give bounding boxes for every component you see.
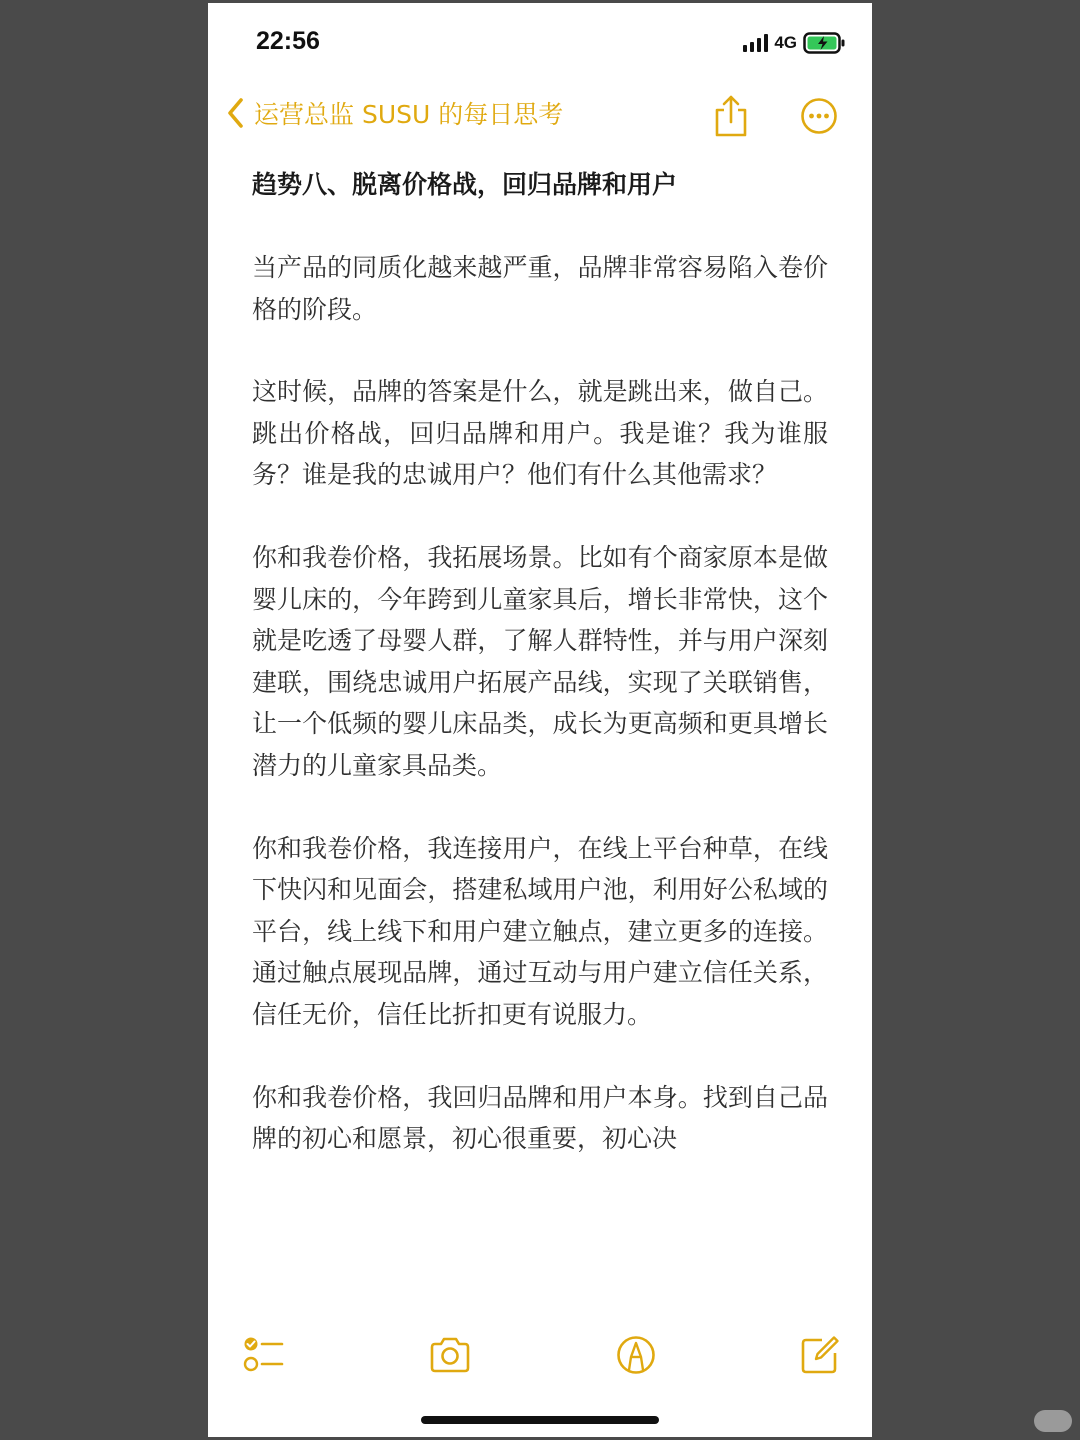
nav-bar	[208, 83, 872, 153]
note-body[interactable]	[252, 163, 828, 1303]
note-paragraph: 你和我卷价格，我回归品牌和用户本身。找到自己品牌的初心和愿景，初心很重要，初心决	[252, 1082, 828, 1154]
status-time: 22:56	[256, 27, 320, 55]
battery-charging-icon	[803, 32, 845, 54]
camera-icon[interactable]	[428, 1333, 472, 1377]
back-label: 运营总监 SUSU 的每日思考	[254, 100, 564, 129]
chevron-left-icon	[226, 97, 246, 129]
home-indicator[interactable]	[421, 1416, 659, 1424]
markup-pen-icon[interactable]	[614, 1333, 658, 1377]
network-label: 4G	[774, 33, 797, 52]
notes-screen	[208, 3, 872, 1437]
more-icon[interactable]	[800, 97, 838, 135]
compose-icon[interactable]	[798, 1333, 842, 1377]
back-button[interactable]	[226, 95, 563, 131]
note-paragraph: 当产品的同质化越来越严重，品牌非常容易陷入卷价格的阶段。	[252, 253, 828, 324]
share-icon[interactable]	[712, 93, 750, 139]
note-title: 趋势八、脱离价格战，回归品牌和用户	[252, 170, 678, 199]
watermark-logo	[1034, 1410, 1072, 1432]
status-bar	[208, 3, 872, 83]
bottom-toolbar	[208, 1313, 872, 1393]
checklist-icon[interactable]	[242, 1333, 286, 1377]
status-indicators	[743, 32, 845, 54]
note-paragraph: 你和我卷价格，我连接用户，在线上平台种草，在线下快闪和见面会，搭建私域用户池，利用好公私域的平台，线上线下和用户建立触点，建立更多的连接。通过触点展现品牌，通过互动与用户建立信任关系，信任无价，信任比折扣更有说服力。	[252, 833, 828, 1029]
signal-icon	[743, 34, 768, 52]
note-paragraph: 你和我卷价格，我拓展场景。比如有个商家原本是做婴儿床的，今年跨到儿童家具后，增长非常快，这个就是吃透了母婴人群，了解人群特性，并与用户深刻建联，围绕忠诚用户拓展产品线，实现了关联销售，让一个低频的婴儿床品类，成长为更高频和更具增长潜力的儿童家具品类。	[252, 542, 828, 780]
note-paragraph: 这时候，品牌的答案是什么，就是跳出来，做自己。跳出价格战，回归品牌和用户。我是谁？我为谁服务？谁是我的忠诚用户？他们有什么其他需求？	[252, 377, 828, 490]
